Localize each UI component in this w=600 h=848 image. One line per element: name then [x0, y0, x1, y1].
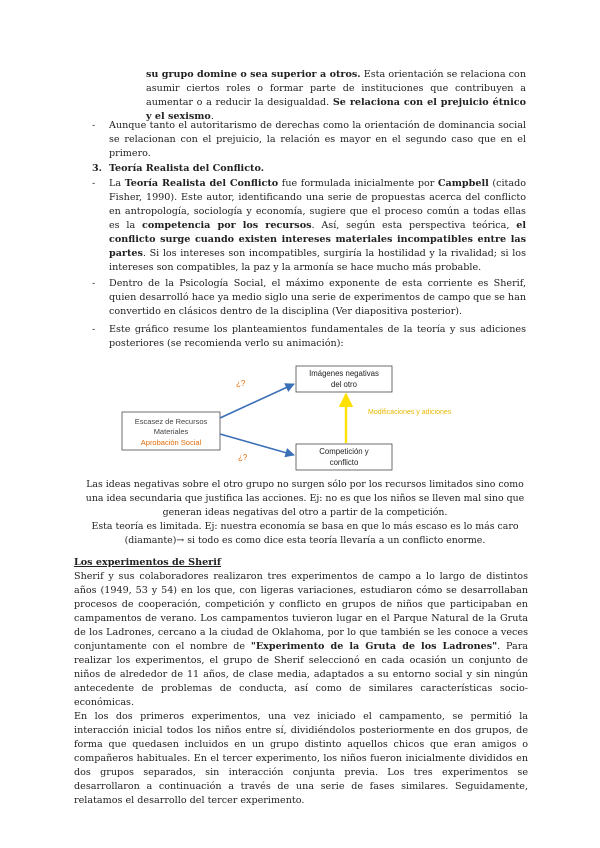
text-run: Esta orientación se relaciona con asumir ciertos roles o formar parte de instituciones que contribuyen a aumentar o a reducir la desigualdad.	[146, 69, 526, 108]
modifications-label: Modificaciones y adiciones	[368, 409, 452, 416]
section-number: 3.	[92, 163, 103, 174]
negative-images-line2: del otro	[330, 380, 358, 389]
competition-line2: conflicto	[329, 458, 359, 467]
paragraph-authoritarianism: Aunque tanto el autoritarismo de derechas como la orientación de dominancia social se relacionan con el prejuicio, la relación es mayor en el segundo caso que en el primero.	[109, 120, 526, 159]
text-run: La	[109, 178, 125, 189]
bullet-marker: -	[92, 278, 96, 289]
text-run: (citado Fisher, 1990). Este autor, identificando una serie de propuestas acerca del conflicto en antropología, sociología y economía, sugiere que el proceso común a todas ellas es la	[109, 178, 527, 231]
bold-phrase: su grupo domine o sea superior a otros.	[146, 69, 361, 80]
bold-phrase: competencia por los recursos	[141, 220, 312, 231]
bold-phrase: "Experimento de la Gruta de los Ladrones"	[250, 641, 498, 652]
section-title: Teoría Realista del Conflicto.	[109, 163, 265, 174]
arrow-to-competition	[220, 434, 294, 455]
competition-line1: Competición y	[319, 447, 369, 456]
caption-theory-limited: Esta teoría es limitada. Ej: nuestra economía se basa en que lo más escaso es lo más caro (diamante)→ si todo es como dice esta teoría llevaría a un conflicto enorme.	[91, 521, 519, 546]
text-run: . Si los intereses son incompatibles, surgiría la hostilidad y la rivalidad; si los intereses son compatibles, la paz y la armonía se hace mucho más probable.	[109, 248, 526, 273]
sherif-title: Los experimentos de Sherif	[74, 557, 222, 568]
caption-negative-ideas: Las ideas negativas sobre el otro grupo no surgen sólo por los recursos limitados sino como una idea secundaria que justifica las acciones. Ej: no es que los niños se lleven mal sino que generan ideas negativas del otro a partir de la competición.	[85, 479, 525, 518]
bold-phrase: Teoría Realista del Conflicto	[124, 178, 279, 189]
question-mark-bottom: ¿?	[238, 453, 248, 462]
social-approval-label: Aprobación Social	[140, 438, 202, 447]
text-run: fue formulada inicialmente por	[278, 178, 438, 189]
bold-phrase: Se relaciona con el prejuicio étnico y el sexismo	[146, 97, 526, 122]
bold-phrase: el conflicto surge cuando existen intereses materiales incompatibles entre las partes	[109, 220, 526, 259]
text-run: Sherif y sus colaboradores realizaron tres experimentos de campo a lo largo de distintos años (1949, 53 y 54) en los que, con ligeras variaciones, estudiaron cómo se desarrollaban procesos de cooperación, competición y conflicto en grupos de niños que participaban en campamentos de verano. Los campamentos tuvieron lugar en el Parque Natural de la Gruta de los Ladrones, cercano a la ciudad de Oklahoma, por lo que también se les conoce a veces conjuntamente con el nombre de	[74, 571, 528, 652]
text-run: .	[210, 111, 214, 122]
bullet-marker: -	[92, 324, 96, 335]
sherif-paragraph-2: En los dos primeros experimentos, una vez iniciado el campamento, se permitió la interacción inicial todos los niños entre sí, dividiéndolos posteriormente en dos grupos, de forma que quedasen incluidos en un grupo distinto aquellos chicos que eran amigos o compañeros habituales. En el tercer experimento, los niños fueron inicialmente divididos en dos grupos separados, sin interacción conjunta previa. Los tres experimentos se desarrollaron a continuación a través de una serie de fases similares. Seguidamente, relatamos el desarrollo del tercer experimento.	[74, 711, 528, 806]
sherif-paragraph-1	[74, 570, 528, 710]
text-run: . Para realizar los experimentos, el grupo de Sherif seleccionó en cada ocasión un conjunto de niños de alrededor de 11 años, de clase media, adaptados a su entorno social y sin ningún antecedente de problemas de conducta, así como de similares características socio-económicas.	[74, 641, 528, 708]
bullet-marker: -	[92, 120, 96, 131]
negative-images-line1: Imágenes negativas	[309, 369, 379, 378]
sherif-section	[74, 556, 528, 808]
bullet-marker: -	[92, 178, 96, 189]
bold-phrase: Campbell	[437, 178, 489, 189]
question-mark-top: ¿?	[236, 379, 246, 388]
paragraph-diagram-intro: Este gráfico resume los planteamientos fundamentales de la teoría y sus adiciones posteriores (se recomienda verlo su animación):	[109, 324, 526, 349]
paragraph-sherif-intro: Dentro de la Psicología Social, el máximo exponente de esta corriente es Sherif, quien desarrolló hace ya medio siglo una serie de experimentos de campo que se han convertido en clásicos dentro de la disciplina (Ver diapositiva posterior).	[109, 278, 526, 317]
scarcity-label-line2: Materiales	[153, 427, 189, 436]
paragraph-realistic-theory	[109, 177, 526, 275]
section-heading	[92, 162, 264, 176]
text-run: . Así, según esta perspectiva teórica,	[311, 220, 517, 231]
theory-diagram	[120, 364, 500, 474]
scarcity-label-line1: Escasez de Recursos	[134, 417, 208, 426]
continuation-paragraph	[146, 68, 526, 124]
arrow-to-images	[220, 384, 294, 418]
